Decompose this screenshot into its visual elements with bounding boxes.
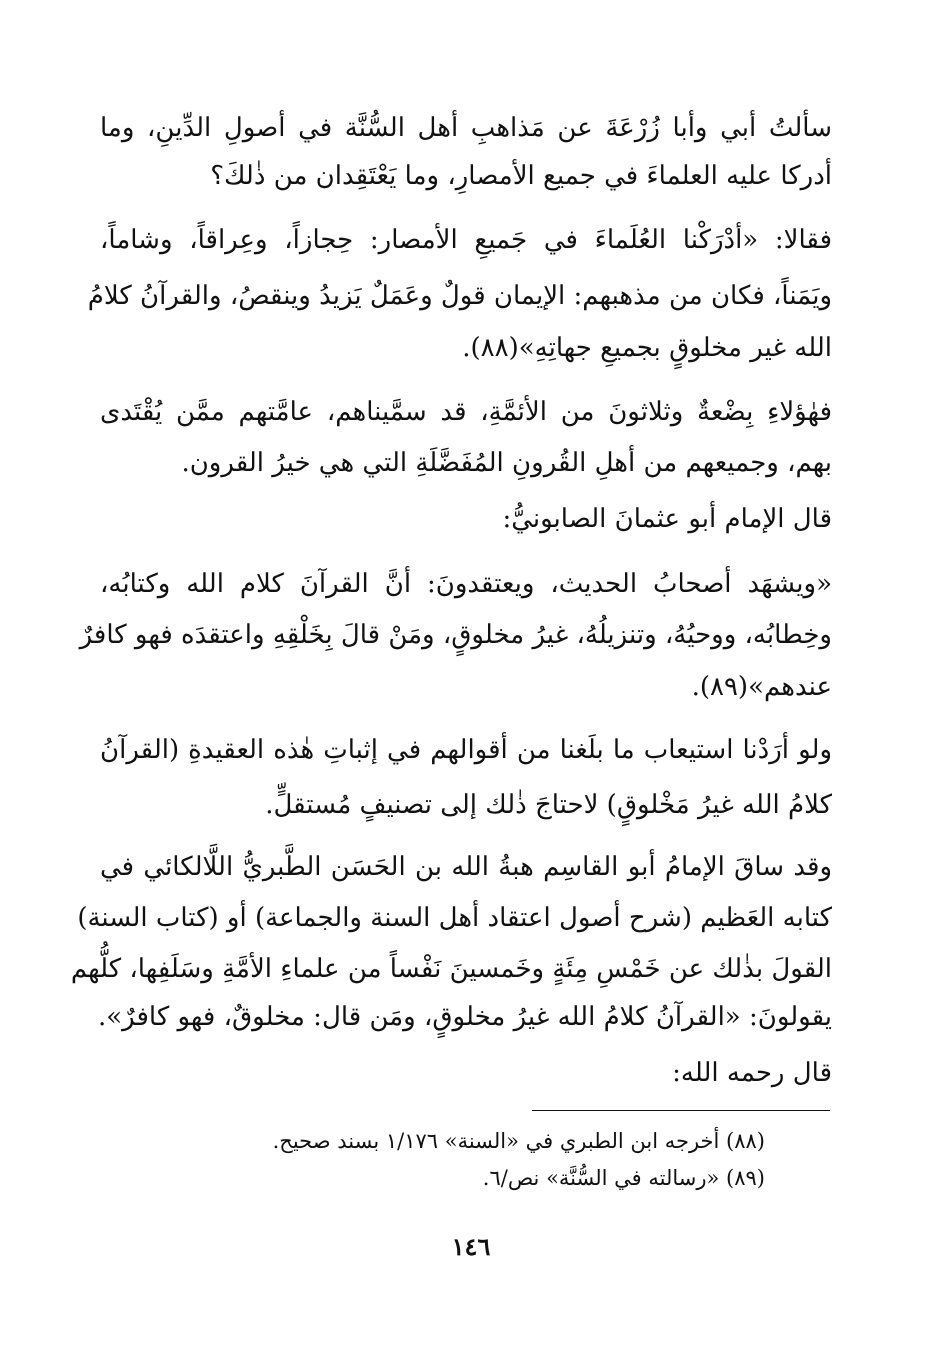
- paragraph-1-line-1: سألتُ أبي وأبا زُرْعَةَ عن مَذاهبِ أهل السُّنَّة في أصولِ الدِّينِ، وما: [100, 113, 832, 143]
- paragraph-7-line-4: يقولونَ: «القرآنُ كلامُ الله غيرُ مخلوقٍ، ومَن قال: مخلوقٌ، فهو كافرٌ».: [97, 1002, 832, 1032]
- paragraph-7-line-3: القولَ بذٰلك عن خَمْسِ مِئَةٍ وخَمسينَ نَفْساً من علماءِ الأمَّةِ وسَلَفِها، كلُّهم: [70, 954, 832, 984]
- paragraph-5-line-1: «ويشهَد أصحابُ الحديث، ويعتقدونَ: أنَّ القرآنَ كلام الله وكتابُه،: [100, 569, 832, 599]
- paragraph-8-line-1: قال رحمه الله:: [672, 1058, 832, 1088]
- paragraph-7-line-2: كتابه العَظيم (شرح أصول اعتقاد أهل السنة والجماعة) أو (كتاب السنة): [77, 903, 832, 933]
- paragraph-4-line-1: قال الإمام أبو عثمانَ الصابونيُّ:: [502, 504, 832, 534]
- footnote-89: (٨٩) «رسالته في السُّنَّة» نص/٦.: [482, 1166, 765, 1190]
- footnote-88: (٨٨) أخرجه ابن الطبري في «السنة» ١/١٧٦ بسند صحيح.: [272, 1129, 765, 1153]
- paragraph-6-line-2: كلامُ الله غيرُ مَخْلوقٍ) لاحتاجَ ذٰلك إلى تصنيفٍ مُستقلٍّ.: [265, 790, 832, 820]
- paragraph-1-line-2: أدركا عليه العلماءَ في جميع الأمصارِ، وما يَعْتَقِدان من ذٰلكَ؟: [210, 161, 832, 191]
- paragraph-7-line-1: وقد ساقَ الإمامُ أبو القاسِم هبةُ الله بن الحَسَن الطَّبريُّ اللَّالكائي في: [100, 852, 832, 882]
- paragraph-2-line-1: فقالا: «أدْرَكْنا العُلَماءَ في جَميعِ الأمصار: حِجازاً، وعِراقاً، وشاماً،: [100, 225, 832, 255]
- paragraph-2-line-2: ويَمَناً، فكان من مذهبهم: الإيمان قولٌ وعَمَلٌ يَزيدُ وينقصُ، والقرآنُ كلامُ: [87, 281, 832, 311]
- paragraph-5-line-2: وخِطابُه، ووحيُهُ، وتنزيلُهُ، غيرُ مخلوقٍ، ومَنْ قالَ بِخَلْقِهِ واعتقدَه فهو كافرٌ: [79, 620, 832, 650]
- paragraph-6-line-1: ولو أرَدْنا استيعاب ما بلَغنا من أقوالهم في إثباتِ هٰذه العقيدةِ (القرآنُ: [100, 735, 832, 765]
- paragraph-2-line-3: الله غير مخلوقٍ بجميعِ جهاتِهِ»(٨٨).: [462, 333, 832, 363]
- footnote-separator: [532, 1110, 830, 1111]
- page-number: ١٤٦: [451, 1232, 491, 1261]
- paragraph-3-line-1: فهٰؤلاءِ بِضْعةٌ وثلاثونَ من الأئمَّةِ، قد سمَّيناهم، عامَّتهم ممَّن يُقْتَدى: [100, 397, 832, 427]
- paragraph-5-line-3: عندهم»(٨٩).: [691, 672, 832, 702]
- paragraph-3-line-2: بهم، وجميعهم من أهلِ القُرونِ المُفَضَّلَةِ التي هي خيرُ القرون.: [181, 448, 832, 478]
